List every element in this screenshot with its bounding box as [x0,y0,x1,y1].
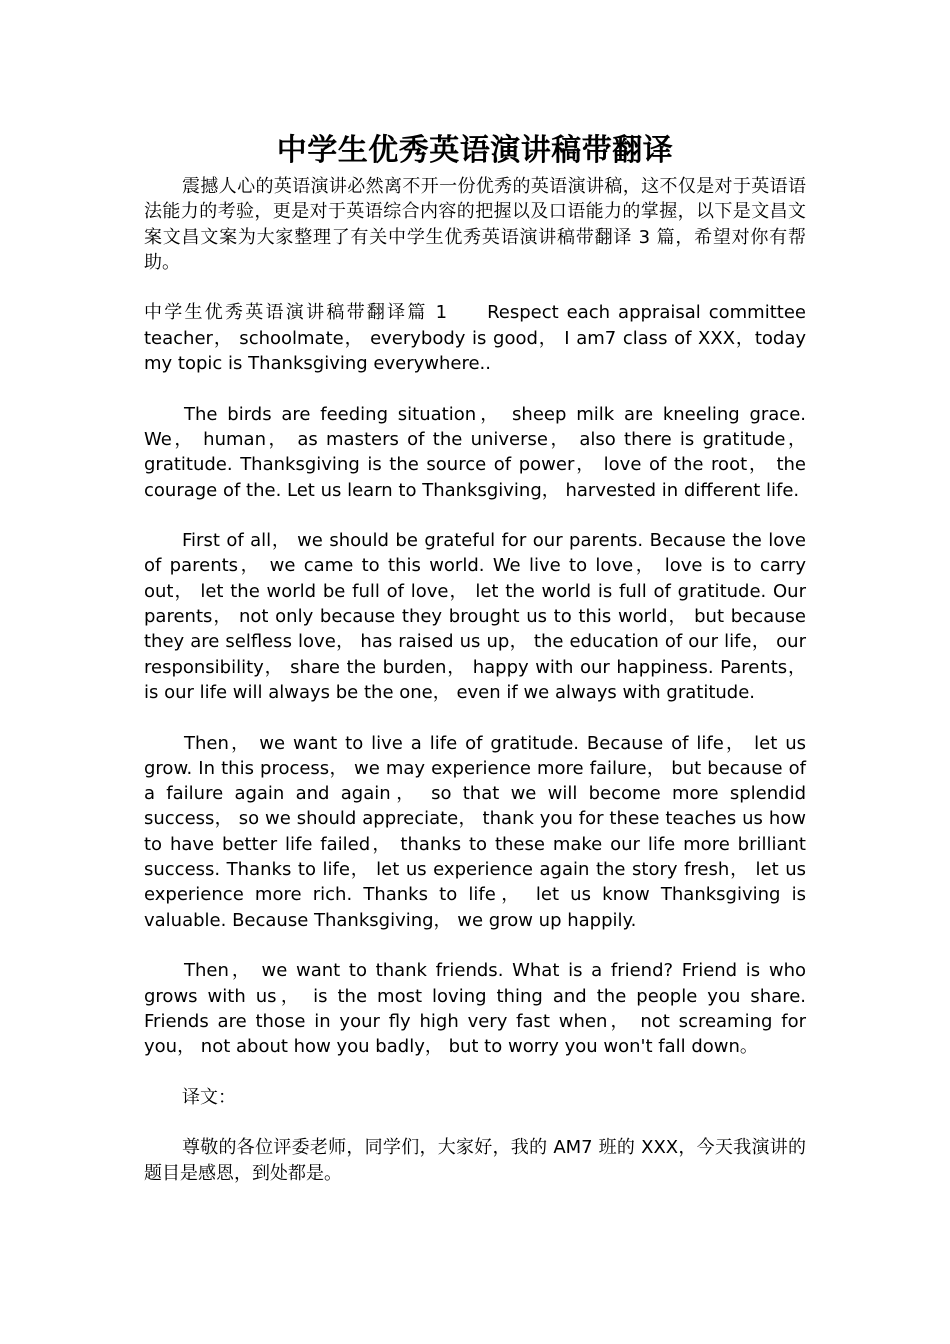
paragraph-gap [144,503,806,528]
paragraph-gap [144,705,806,730]
section-1-paragraph [144,300,806,376]
intro-paragraph: 震撼人心的英语演讲必然离不开一份优秀的英语演讲稿，这不仅是对于英语语法能力的考验，更是对于英语综合内容的把握以及口语能力的掌握，以下是文昌文案文昌文案为大家整理了有关中学生优秀英语演讲稿带翻译 3 篇，希望对你有帮助。 [144,176,806,273]
section-1-opening: Respect each appraisal committee teacher， schoolmate， everybody is good， I am7 class of XXX，today my topic is Thanksgiving everywhere.. [144,302,806,375]
body-paragraph-birds: The birds are feeding situation， sheep milk are kneeling grace. We， human， as masters of the universe， also there is gratitude， gratitude. Thanksgiving is the source of power， love of the root， the courage of the. Let us learn to Thanksgiving， harvested in different life. [144,403,806,501]
paragraph-gap [144,275,806,300]
document-title: 中学生优秀英语演讲稿带翻译 [276,133,674,168]
document-page [144,128,806,1186]
body-paragraph-life: Then， we want to live a life of gratitude. Because of life， let us grow. In this process， we may experience more failure， but because of a failure again and again， so that we will become more splendid success， so we should appreciate， thank you for these teaches us how to have better life failed， thanks to these make our life more brilliant success. Thanks to life， let us experience again the story fresh， let us experience more rich. Thanks to life， let us know Thanksgiving is valuable. Because Thanksgiving， we grow up happily. [144,732,806,931]
translation-paragraph: 尊敬的各位评委老师，同学们，大家好，我的 AM7 班的 XXX，今天我演讲的题目是感恩，到处都是。 [144,1137,806,1184]
paragraph-gap [144,1059,806,1084]
body-paragraph-parents: First of all， we should be grateful for our parents. Because the love of parents， we came to this world. We live to love， love is to carry out， let the world be full of love， let the world is full of gratitude. Our parents， not only because they brought us to this world， but because they are selfless love， has raised us up， the education of our life， our responsibility， share the burden， happy with our happiness. Parents， is our life will always be the one， even if we always with gratitude. [144,530,806,703]
paragraph-gap [144,1110,806,1135]
body-paragraph-friends: Then， we want to thank friends. What is a friend? Friend is who grows with us， is the most loving thing and the people you share. Friends are those in your fly high very fast when， not screaming for you， not about how you badly， but to worry you won't fall down。 [144,960,806,1058]
paragraph-gap [144,933,806,958]
section-1-heading: 中学生优秀英语演讲稿带翻译篇 1 [144,302,448,324]
translation-label: 译文： [182,1086,236,1108]
paragraph-gap [144,376,806,401]
